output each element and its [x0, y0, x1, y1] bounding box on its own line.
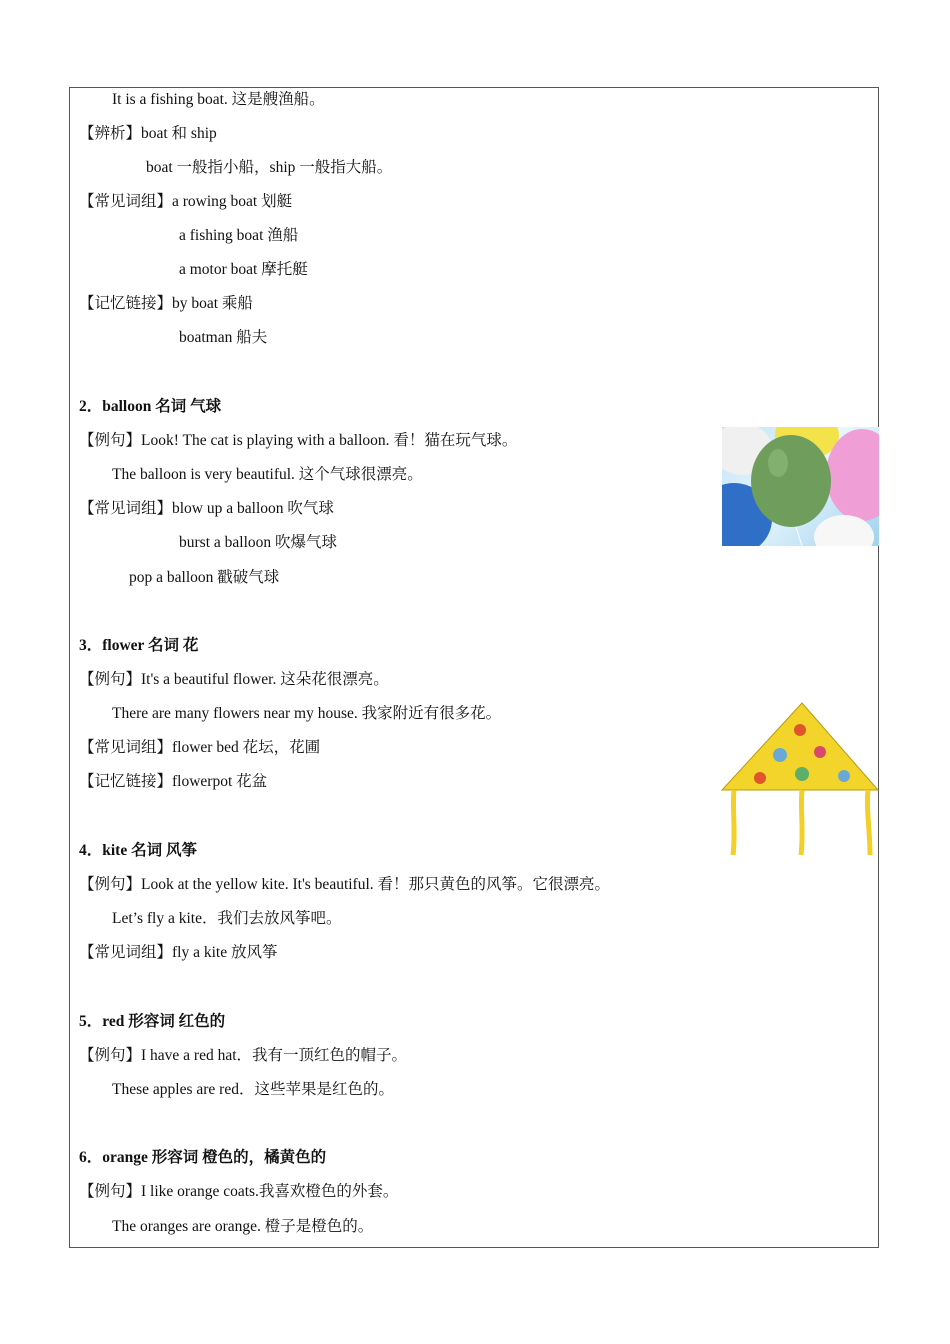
phrase-line: a motor boat 摩托艇 [179, 261, 308, 278]
example-sentence: The oranges are orange. 橙子是橙色的。 [112, 1218, 374, 1235]
example-sentence: Let’s fly a kite．我们去放风筝吧。 [112, 910, 342, 927]
analysis-line: 【辨析】boat 和 ship [79, 125, 217, 142]
balloons-image [722, 427, 879, 546]
balloons-illustration [722, 427, 879, 546]
phrase-line: a fishing boat 渔船 [179, 227, 299, 244]
example-sentence: 【例句】It's a beautiful flower. 这朵花很漂亮。 [79, 671, 389, 688]
phrase-line: 【常见词组】a rowing boat 划艇 [79, 193, 293, 210]
word-heading-orange: 6．orange 形容词 橙色的，橘黄色的 [79, 1149, 327, 1166]
green-balloon-highlight [768, 449, 788, 477]
word-heading-kite: 4．kite 名词 风筝 [79, 842, 197, 859]
example-sentence: These apples are red．这些苹果是红色的。 [112, 1081, 394, 1098]
word-heading-red: 5．red 形容词 红色的 [79, 1013, 226, 1030]
example-sentence: There are many flowers near my house. 我家附近有很多花。 [112, 705, 502, 722]
memory-link-line: 【记忆链接】by boat 乘船 [79, 295, 253, 312]
kite-tail-left [733, 790, 734, 855]
green-balloon [751, 435, 831, 527]
analysis-detail: boat 一般指小船，ship 一般指大船。 [146, 159, 393, 176]
example-sentence: 【例句】Look! The cat is playing with a balloon. 看！猫在玩气球。 [79, 432, 518, 449]
kite-pattern [754, 772, 766, 784]
phrase-line: pop a balloon 戳破气球 [129, 569, 280, 586]
kite-tail-right [867, 790, 870, 855]
word-heading-balloon: 2．balloon 名词 气球 [79, 398, 222, 415]
kite-pattern [794, 724, 806, 736]
kite-pattern [773, 748, 787, 762]
kite-pattern [838, 770, 850, 782]
kite-pattern [795, 767, 809, 781]
word-heading-flower: 3．flower 名词 花 [79, 637, 199, 654]
phrase-line: burst a balloon 吹爆气球 [179, 534, 337, 551]
phrase-line: 【常见词组】blow up a balloon 吹气球 [79, 500, 334, 517]
balloon-string [796, 527, 802, 546]
kite-image [720, 700, 880, 860]
example-sentence: 【例句】I like orange coats.我喜欢橙色的外套。 [79, 1183, 399, 1200]
memory-link-line: 【记忆链接】flowerpot 花盆 [79, 773, 268, 790]
kite-tail-middle [801, 790, 802, 855]
phrase-line: 【常见词组】fly a kite 放风筝 [79, 944, 278, 961]
kite-pattern [814, 746, 826, 758]
example-sentence: It is a fishing boat. 这是艘渔船。 [112, 91, 325, 108]
phrase-line: 【常见词组】flower bed 花坛，花圃 [79, 739, 321, 756]
example-sentence: 【例句】Look at the yellow kite. It's beautiful. 看！那只黄色的风筝。它很漂亮。 [79, 876, 611, 893]
kite-illustration [720, 700, 880, 860]
memory-link-line: boatman 船夫 [179, 329, 268, 346]
example-sentence: The balloon is very beautiful. 这个气球很漂亮。 [112, 466, 423, 483]
example-sentence: 【例句】I have a red hat．我有一顶红色的帽子。 [79, 1047, 408, 1064]
